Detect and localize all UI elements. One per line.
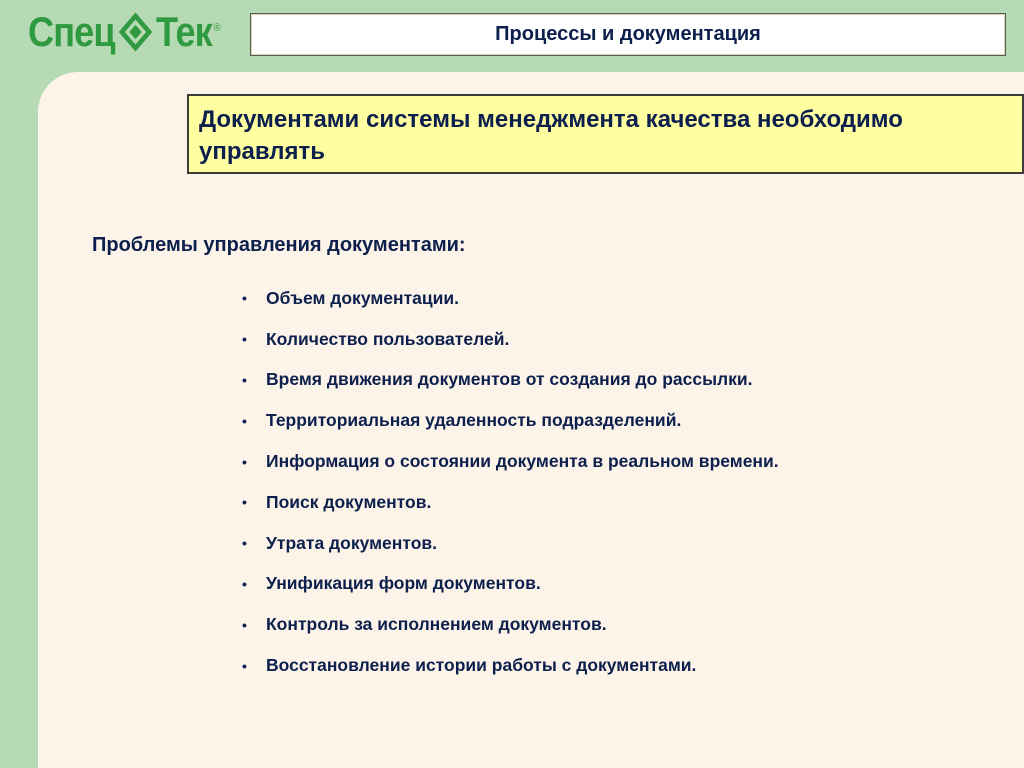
bullet-icon: • [242,331,247,348]
list-item [242,319,779,360]
bullet-icon: • [242,535,247,552]
logo-text-right: Тек [156,8,212,55]
bullet-icon: • [242,494,247,511]
list-item [242,604,779,645]
company-logo [28,6,220,58]
logo-text-left: Спец [28,8,115,55]
slide-header [250,13,1006,56]
bullet-icon: • [242,371,247,388]
list-item [242,278,779,319]
list-item [242,400,779,441]
list-item-text: Поиск документов. [266,491,432,512]
list-item [242,441,779,482]
bullet-icon: • [242,453,247,470]
list-item [242,564,779,605]
list-item-text: Время движения документов от создания до рассылки. [266,369,753,390]
list-item-text: Контроль за исполнением документов. [266,614,607,635]
list-item-text: Восстановление истории работы с документами. [266,655,697,676]
bullet-icon: • [242,290,247,307]
list-item-text: Утрата документов. [266,532,438,553]
list-item-text: Унификация форм документов. [266,573,541,594]
list-item [242,645,779,686]
bullet-icon: • [242,616,247,633]
section-title: Проблемы управления документами: [92,234,466,256]
list-item-text: Объем документации. [266,287,460,308]
bullet-icon: • [242,412,247,429]
callout-box [187,94,1024,174]
list-item [242,523,779,564]
problem-list [242,278,779,686]
list-item [242,360,779,401]
callout-text: Документами системы менеджмента качества необходимо управлять [199,106,903,165]
header-title: Процессы и документация [495,23,761,45]
list-item-text: Информация о состоянии документа в реальном времени. [266,451,779,472]
registered-mark: ® [213,22,220,34]
bullet-icon: • [242,575,247,592]
list-item-text: Территориальная удаленность подразделений. [266,410,682,431]
logo-emblem-icon [118,12,152,52]
list-item-text: Количество пользователей. [266,328,510,349]
bullet-icon: • [242,657,247,674]
list-item [242,482,779,523]
